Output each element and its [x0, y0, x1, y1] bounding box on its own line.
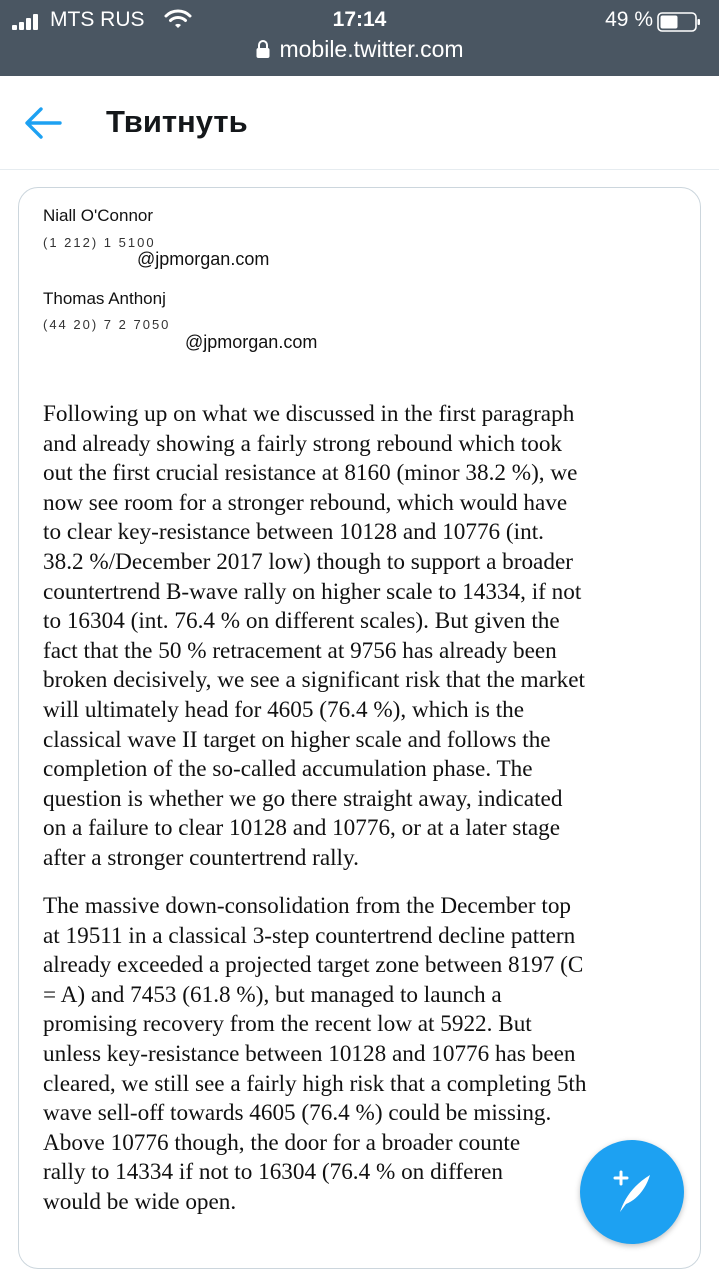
document-line: and already showing a fairly strong rebound which took — [43, 430, 563, 457]
document-line: rally to 14334 if not to 16304 (76.4 % on differen — [43, 1159, 504, 1186]
document-paragraph — [43, 400, 693, 874]
document-line: out the first crucial resistance at 8160 (minor 38.2 %), we — [43, 460, 578, 487]
document-line: on a failure to clear 10128 and 10776, or at a later stage — [43, 815, 561, 842]
contact-phone: (1 212) 1 5100 — [43, 235, 156, 250]
lock-icon — [255, 39, 271, 59]
document-line: completion of the so-called accumulation phase. The — [43, 756, 533, 783]
compose-tweet-button[interactable] — [580, 1140, 684, 1244]
contact-phone: (44 20) 7 2 7050 — [43, 317, 171, 332]
carrier-name: MTS RUS — [50, 8, 145, 31]
tweet-image-card[interactable] — [18, 187, 701, 1269]
document-line: Following up on what we discussed in the first paragraph — [43, 401, 575, 427]
contact-name: Thomas Anthonj — [43, 289, 166, 308]
status-row — [0, 6, 719, 34]
document-line: would be wide open. — [43, 1188, 237, 1215]
document-line: unless key-resistance between 10128 and 10776 has been — [43, 1040, 576, 1067]
contact-email: @jpmorgan.com — [185, 332, 318, 352]
battery-icon — [657, 12, 701, 32]
document-line: at 19511 in a classical 3-step countertrend decline pattern — [43, 922, 576, 949]
app-header — [0, 76, 719, 170]
document-line: to 16304 (int. 76.4 % on different scales). But given the — [43, 608, 560, 635]
document-line: classical wave II target on higher scale and follows the — [43, 726, 551, 753]
clock: 17:14 — [332, 8, 387, 31]
document-line: Above 10776 though, the door for a broader counte — [43, 1129, 521, 1156]
document-line: after a stronger countertrend rally. — [43, 844, 359, 871]
compose-tweet-icon — [606, 1166, 658, 1218]
page-title: Твитнуть — [106, 104, 248, 139]
document-line: = A) and 7453 (61.8 %), but managed to launch a — [43, 981, 502, 1008]
document-line: broken decisively, we see a significant risk that the market — [43, 667, 585, 694]
contact-email: @jpmorgan.com — [137, 249, 270, 269]
status-bar — [0, 0, 719, 76]
document-line: 38.2 %/December 2017 low) though to support a broader — [43, 548, 573, 575]
contact-name: Niall O'Connor — [43, 206, 154, 225]
url-text: mobile.twitter.com — [279, 36, 464, 62]
document-line: to clear key-resistance between 10128 and 10776 (int. — [43, 519, 544, 546]
document-line: now see room for a stronger rebound, which would have — [43, 489, 568, 516]
url-bar[interactable] — [0, 36, 719, 66]
document-line: The massive down-consolidation from the December top — [43, 893, 572, 919]
document-line: fact that the 50 % retracement at 9756 has already been — [43, 637, 557, 664]
document-line: wave sell-off towards 4605 (76.4 %) could be missing. — [43, 1100, 552, 1127]
document-line: countertrend B-wave rally on higher scale to 14334, if not — [43, 578, 582, 605]
back-arrow-icon[interactable] — [24, 106, 62, 140]
document-line: will ultimately head for 4605 (76.4 %), which is the — [43, 696, 525, 723]
document-line: question is whether we go there straight away, indicated — [43, 785, 563, 812]
document-line: promising recovery from the recent low at 5922. But — [43, 1011, 532, 1038]
battery-percent: 49 % — [605, 8, 653, 31]
document-line: already exceeded a projected target zone between 8197 (C — [43, 952, 584, 979]
document-line: cleared, we still see a fairly high risk that a completing 5th — [43, 1070, 587, 1097]
